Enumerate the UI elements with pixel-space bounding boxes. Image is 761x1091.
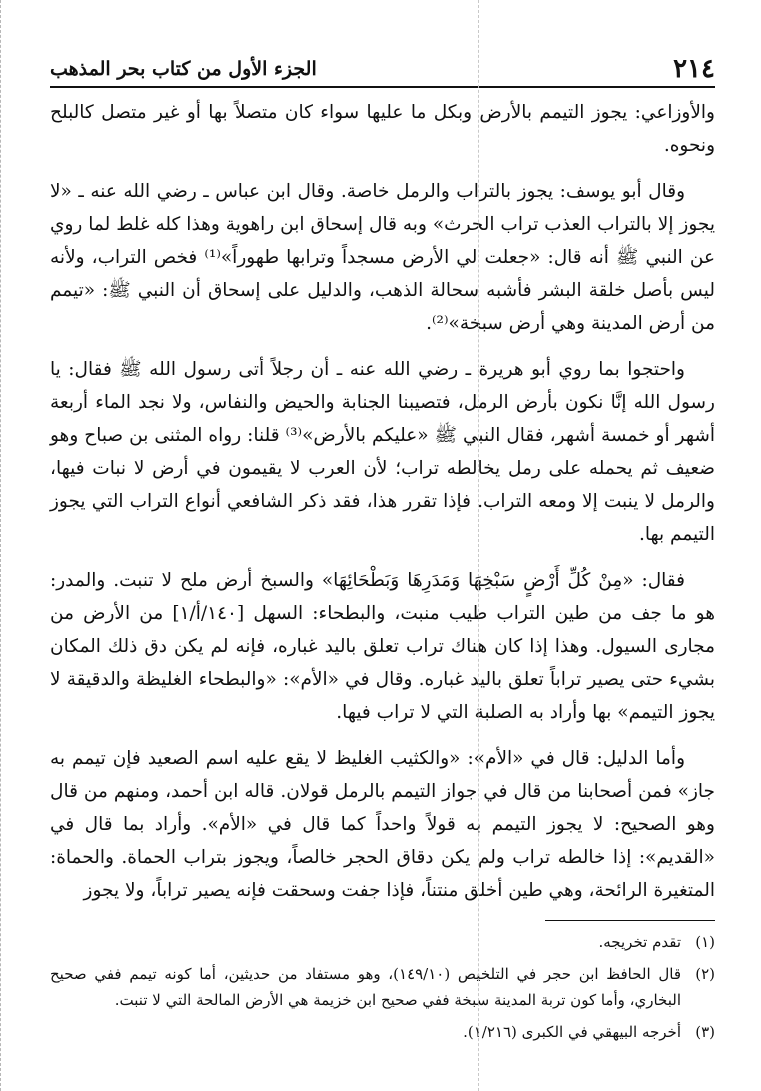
scan-edge-line xyxy=(0,0,2,1091)
page-fold-line xyxy=(478,0,479,1091)
footnote-text: أخرجه البيهقي في الكبرى (١/٢١٦). xyxy=(463,1023,681,1041)
running-title: الجزء الأول من كتاب بحر المذهب xyxy=(50,58,317,80)
paragraph: فقال: «مِنْ كُلِّ أَرْضٍ سَبْخِهَا وَمَدَرِهَا وَبَطْحَائِهَا» والسبخ أرض ملح لا تنبت. والمدر: هو ما جف من طين التراب طيب منبت، والبطحاء: السهل [١٤٠/أ/١] من الأرض من مجارى السيول. وهذا إذا كان هناك تراب تعلق باليد غباره، فإنه لم يكن دق ذلك المكان بشيء حتى يصير تراباً تعلق باليد غباره. وقال في «الأم»: «والبطحاء الغليظة والدقيقة لا يجوز التيمم» بها وأراد به الصلبة التي لا تراب فيها. xyxy=(50,570,715,723)
footnote-text: قال الحافظ ابن حجر في التلخيص (١٤٩/١٠)، وهو مستفاد من حديثين، أما كونه تيمم ففي صحيح البخاري، وأما كون تربة المدينة سبخة ففي صحيح ابن خزيمة هي الأرض المالحة التي لا تنبت. xyxy=(50,965,682,1009)
paragraph: وقال أبو يوسف: يجوز بالتراب والرمل خاصة. وقال ابن عباس ـ رضي الله عنه ـ «لا يجوز إلا بالتراب العذب تراب الحرث» وبه قال إسحاق ابن راهوية وهذا كله غلط لما روي عن النبي ﷺ أنه قال: «جعلت لي الأرض مسجداً وترابها طهوراً»⁽¹⁾ فخص التراب، ولأنه ليس بأصل خلقة البشر فأشبه سحالة الذهب، والدليل على إسحاق أن النبي ﷺ: «تيمم من أرض المدينة وهي أرض سبخة»⁽²⁾. xyxy=(50,181,716,334)
footnote-item xyxy=(50,929,715,955)
footnote-number: (١) xyxy=(695,933,715,951)
page-number: ٢١٤ xyxy=(673,54,715,84)
paragraph: واحتجوا بما روي أبو هريرة ـ رضي الله عنه ـ أن رجلاً أتى رسول الله ﷺ فقال: يا رسول الله إنَّا نكون بأرض الرمل، فتصيبنا الجنابة والحيض والنفاس، ولا نجد الماء أربعة أشهر أو خمسة أشهر، فقال النبي ﷺ «عليكم بالأرض»⁽³⁾ قلنا: رواه المثنى بن صباح وهو ضعيف ثم يحمله على رمل يخالطه تراب؛ لأن العرب لا يقيمون في أرض لا نبات فيها، والرمل لا ينبت إلا ومعه التراب. فإذا تقرر هذا، فقد ذكر الشافعي أنواع التراب التي يجوز التيمم بها. xyxy=(50,359,715,545)
footnote-text: تقدم تخريجه. xyxy=(598,933,681,951)
footnote-item xyxy=(50,961,715,1013)
footnote-number: (٣) xyxy=(695,1023,715,1041)
page-header xyxy=(50,46,715,88)
footnotes xyxy=(50,929,715,1045)
footnote-item xyxy=(50,1019,715,1045)
paragraph: وأما الدليل: قال في «الأم»: «والكثيب الغليظ لا يقع عليه اسم الصعيد فإن تيمم به جاز» فمن أصحابنا من قال في جواز التيمم بالرمل قولان. قاله ابن أحمد، ومنهم من قال وهو الصحيح: لا يجوز التيمم به قولاً واحداً كما قال في «الأم». وأراد بما قال في «القديم»: إذا خالطه تراب ولم يكن دقاق الحجر خالصاً، ويجوز بتراب الحماة. والحماة: المتغيرة الرائحة، وهي طين أخلق منتناً، فإذا جفت وسحقت فإنه يصير تراباً، ولا يجوز xyxy=(50,748,715,901)
footnote-separator xyxy=(545,920,715,921)
main-text xyxy=(50,96,715,907)
paragraph: والأوزاعي: يجوز التيمم بالأرض وبكل ما عليها سواء كان متصلاً بها أو غير متصل كالبلح ونحوه. xyxy=(50,102,715,156)
footnote-number: (٢) xyxy=(695,965,715,983)
